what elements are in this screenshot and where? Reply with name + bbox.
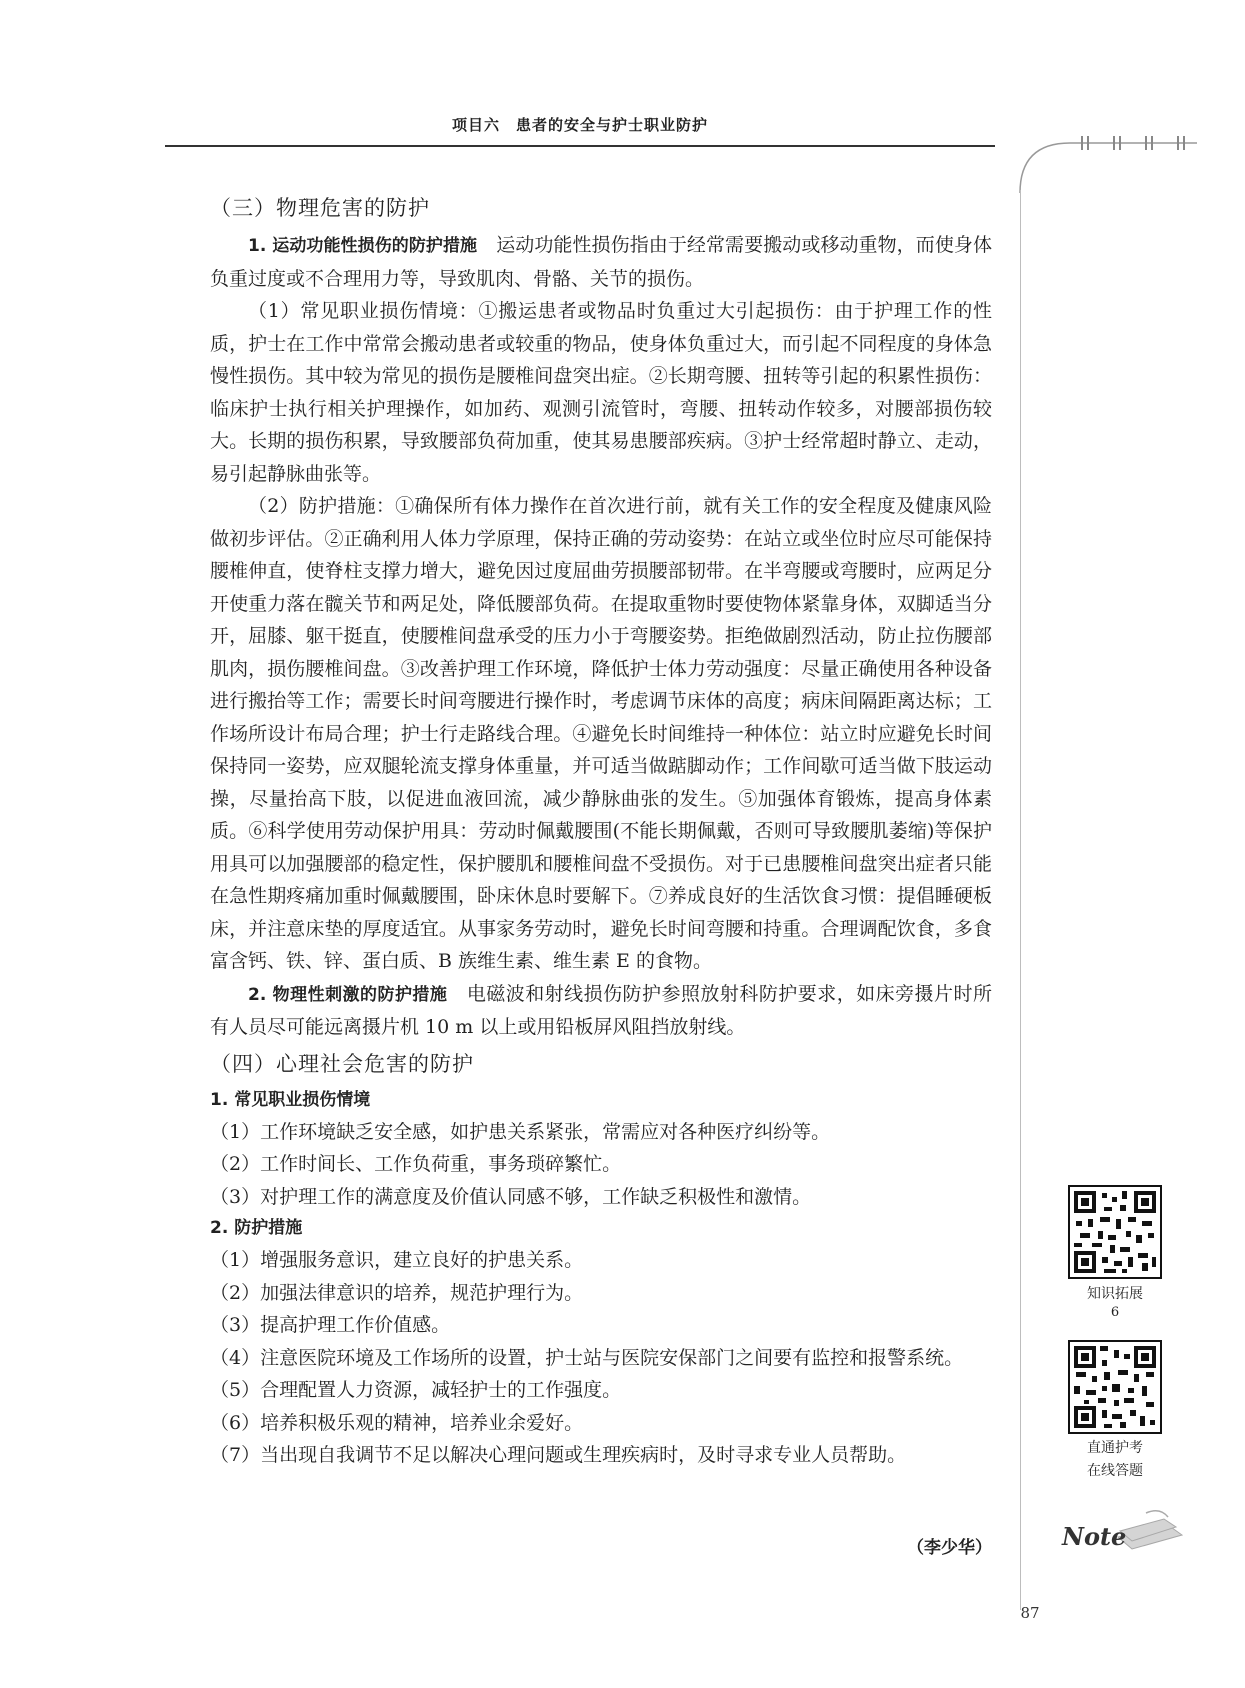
author: （李少华） <box>907 1538 992 1558</box>
list-item: （7）当出现自我调节不足以解决心理问题或生理疾病时，及时寻求专业人员帮助。 <box>210 1444 907 1466</box>
paragraph: （1）常见职业损伤情境：①搬运患者或物品时负重过大引起损伤：由于护理工作的性质，护士在工作中常常会搬动患者或较重的物品，使身体负重过大，而引起不同程度的身体急慢性损伤。其中较为常见的损伤是腰椎间盘突出症。②长期弯腰、扭转等引起的积累性损伤：临床护士执行相关护理操作，如加药、观测引流管时，弯腰、扭转动作较多，对腰部损伤较大。长期的损伤积累，导致腰部负荷加重，使其易患腰部疾病。③护士经常超时静立、走动，易引起静脉曲张等。 <box>210 300 992 485</box>
item-text: 电磁波和射线损伤防护参照放射科防护要求，如床旁摄片时所有人员尽可能远离摄片机 10 m 以上或用铅板屏风阻挡放射线。 <box>210 982 992 1038</box>
list-item: （2）工作时间长、工作负荷重，事务琐碎繁忙。 <box>210 1153 622 1175</box>
qr-label: 知识拓展 <box>1087 1286 1143 1302</box>
qr-label: 在线答题 <box>1087 1463 1143 1479</box>
sub-heading: 1. 常见职业损伤情境 <box>210 1089 371 1110</box>
qr-code-icon[interactable] <box>1068 1340 1162 1434</box>
list-item: （3）对护理工作的满意度及价值认同感不够，工作缺乏积极性和激情。 <box>210 1185 812 1208</box>
item-lead: 1. 运动功能性损伤的防护措施 <box>248 236 478 256</box>
item-text: 运动功能性损伤指由于经常需要搬动或移动重物，而使身体负重过度或不合理用力等，导致肌肉、骨骼、关节的损伤。 <box>210 234 992 290</box>
sub-heading: 2. 防护措施 <box>210 1218 303 1238</box>
header-rule <box>165 145 995 147</box>
qr-label: 直通护考 <box>1087 1440 1143 1456</box>
list-item: （1）工作环境缺乏安全感，如护患关系紧张，常需应对各种医疗纠纷等。 <box>210 1120 831 1143</box>
margin-rule <box>1020 190 1021 1610</box>
running-header: 项目六 患者的安全与护士职业防护 <box>451 116 708 134</box>
margin-decoration-icon <box>1012 135 1202 195</box>
page-number: 87 <box>1020 1604 1040 1622</box>
section-heading-4: （四）心理社会危害的防护 <box>210 1051 474 1076</box>
list-item: （3）提高护理工作价值感。 <box>210 1314 451 1336</box>
paragraph: （2）防护措施：①确保所有体力操作在首次进行前，就有关工作的安全程度及健康风险做初步评估。②正确利用人体力学原理，保持正确的劳动姿势：在站立或坐位时应尽可能保持腰椎伸直，使脊柱支撑力增大，避免因过度屈曲劳损腰部韧带。在半弯腰或弯腰时，应两足分开使重力落在髋关节和两足处，降低腰部负荷。在提取重物时要使物体紧靠身体，双脚适当分开，屈膝、躯干挺直，使腰椎间盘承受的压力小于弯腰姿势。拒绝做剧烈活动，防止拉伤腰部肌肉，损伤腰椎间盘。③改善护理工作环境，降低护士体力劳动强度：尽量正确使用各种设备进行搬抬等工作；需要长时间弯腰进行操作时，考虑调节床体的高度；病床间隔距离达标；工作场所设计布局合理；护士行走路线合理。④避免长时间维持一种体位：站立时应避免长时间保持同一姿势，应双腿轮流支撑身体重量，并可适当做踮脚动作；工作间歇可适当做下肢运动操，尽量抬高下肢，以促进血液回流，减少静脉曲张的发生。⑤加强体育锻炼，提高身体素质。⑥科学使用劳动保护用具：劳动时佩戴腰围(不能长期佩戴，否则可导致腰肌萎缩)等保护用具可以加强腰部的稳定性，保护腰肌和腰椎间盘不受损伤。对于已患腰椎间盘突出症者只能在急性期疼痛加重时佩戴腰围，卧床休息时要解下。⑦养成良好的生活饮食习惯：提倡睡硬板床，并注意床垫的厚度适宜。从事家务劳动时，避免长时间弯腰和持重。合理调配饮食，多食富含钙、铁、锌、蛋白质、B 族维生素、维生素 E 的食物。 <box>210 495 992 972</box>
list-item: （4）注意医院环境及工作场所的设置，护士站与医院安保部门之间要有监控和报警系统。 <box>210 1346 964 1369</box>
qr-code-icon[interactable] <box>1068 1185 1162 1279</box>
item-lead: 2. 物理性刺激的防护措施 <box>248 984 448 1005</box>
note-label: Note <box>1062 1522 1127 1551</box>
paragraph <box>210 978 992 1044</box>
qr-number: 6 <box>1110 1305 1120 1320</box>
list-item: （1）增强服务意识，建立良好的护患关系。 <box>210 1249 584 1271</box>
paragraph <box>210 229 992 295</box>
main-content <box>210 190 992 1472</box>
list-item: （2）加强法律意识的培养，规范护理行为。 <box>210 1281 584 1304</box>
note-icon <box>1050 1505 1190 1564</box>
list-item: （5）合理配置人力资源，减轻护士的工作强度。 <box>210 1379 622 1401</box>
list-item: （6）培养积极乐观的精神，培养业余爱好。 <box>210 1411 584 1434</box>
section-heading-3: （三）物理危害的防护 <box>210 196 430 220</box>
